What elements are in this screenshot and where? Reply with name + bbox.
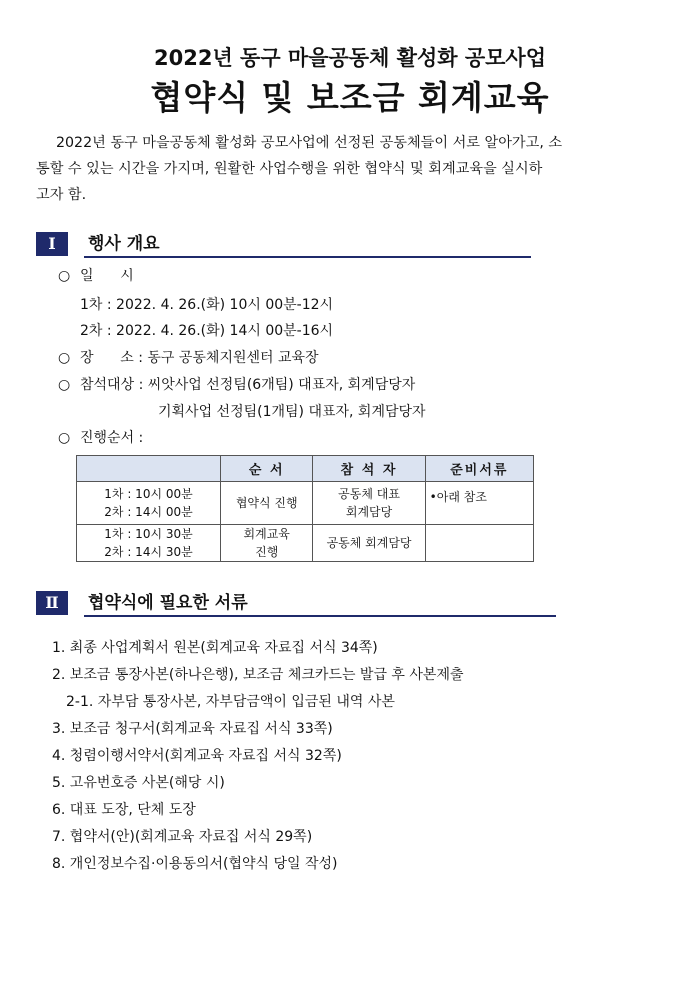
document-title: 2022년 동구 마을공동체 활성화 공모사업 — [154, 46, 546, 70]
place-label: 장 소 — [80, 350, 134, 366]
section-number-badge: Ⅱ — [36, 591, 68, 615]
date-line: 2차 : 2022. 4. 26.(화) 14시 00분-16시 — [80, 323, 334, 339]
table-row — [77, 482, 534, 525]
date-label: 일 시 — [80, 268, 134, 284]
table-cell — [77, 525, 221, 562]
place-row — [58, 347, 319, 367]
intro-paragraph — [36, 130, 672, 208]
target-label: 참석대상 — [80, 377, 135, 393]
table-header-cell — [77, 456, 221, 482]
attendee-text: 공동체 대표 — [338, 487, 400, 501]
circle-bullet-icon: ○ — [58, 430, 71, 446]
list-item: 7. 협약서(안)(회계교육 자료집 서식 29쪽) — [52, 829, 313, 845]
circle-bullet-icon: ○ — [58, 268, 71, 284]
list-item: 2-1. 자부담 통장사본, 자부담금액이 입금된 내역 사본 — [66, 694, 395, 710]
table-cell: 협약식 진행 — [221, 482, 313, 525]
circle-bullet-icon: ○ — [58, 377, 71, 393]
order-row — [58, 427, 143, 447]
time-text: 1차 : 10시 00분 — [104, 487, 193, 501]
section-header-1 — [36, 232, 536, 262]
document-subtitle: 협약식 및 보조금 회계교육 — [150, 78, 550, 117]
order-label: 진행순서 : — [80, 430, 144, 446]
intro-line: 통할 수 있는 시간을 가지며, 원활한 사업수행을 위한 협약식 및 회계교육을 실시하 — [36, 161, 543, 177]
list-item: 1. 최종 사업계획서 원본(회계교육 자료집 서식 34쪽) — [52, 640, 378, 656]
date-line: 1차 : 2022. 4. 26.(화) 10시 00분-12시 — [80, 297, 334, 313]
time-text: 2차 : 14시 00분 — [104, 505, 193, 519]
target-line: 기획사업 선정팀(1개팀) 대표자, 회계담당자 — [158, 404, 426, 420]
list-item: 6. 대표 도장, 단체 도장 — [52, 802, 196, 818]
section-title: 행사 개요 — [88, 234, 160, 254]
table-row — [77, 525, 534, 562]
place-value: : 동구 공동체지원센터 교육장 — [138, 350, 319, 366]
section-number-badge: Ⅰ — [36, 232, 68, 256]
table-cell — [313, 482, 425, 525]
list-item: 3. 보조금 청구서(회계교육 자료집 서식 33쪽) — [52, 721, 333, 737]
section-header-2 — [36, 591, 556, 621]
section-underline — [84, 256, 531, 258]
target-line: : 씨앗사업 선정팀(6개팀) 대표자, 회계담당자 — [138, 377, 416, 393]
list-item: 8. 개인정보수집·이용동의서(협약식 당일 작성) — [52, 856, 338, 872]
list-item: 4. 청렴이행서약서(회계교육 자료집 서식 32쪽) — [52, 748, 342, 764]
section-title: 협약식에 필요한 서류 — [88, 593, 248, 613]
table-cell — [221, 525, 313, 562]
list-item: 2. 보조금 통장사본(하나은행), 보조금 체크카드는 발급 후 사본제출 — [52, 667, 464, 683]
table-header-cell: 준비서류 — [425, 456, 533, 482]
table-cell: •아래 참조 — [425, 482, 533, 525]
table-cell — [425, 525, 533, 562]
intro-line: 고자 함. — [36, 187, 87, 203]
table-header-cell: 순 서 — [221, 456, 313, 482]
table-cell: 공동체 회계담당 — [313, 525, 425, 562]
order-text: 진행 — [255, 545, 279, 559]
intro-line: 2022년 동구 마을공동체 활성화 공모사업에 선정된 공동체들이 서로 알아가고, 소 — [56, 135, 563, 151]
table-cell — [77, 482, 221, 525]
order-text: 회계교육 — [243, 527, 290, 541]
time-text: 2차 : 14시 30분 — [104, 545, 193, 559]
section-underline — [84, 615, 556, 617]
list-item: 5. 고유번호증 사본(해당 시) — [52, 775, 225, 791]
attendee-text: 회계담당 — [345, 505, 393, 519]
table-header-cell: 참 석 자 — [313, 456, 425, 482]
date-row — [58, 265, 134, 285]
time-text: 1차 : 10시 30분 — [104, 527, 193, 541]
circle-bullet-icon: ○ — [58, 350, 71, 366]
target-row — [58, 374, 415, 394]
table-header-row — [77, 456, 534, 482]
schedule-table — [76, 455, 534, 562]
